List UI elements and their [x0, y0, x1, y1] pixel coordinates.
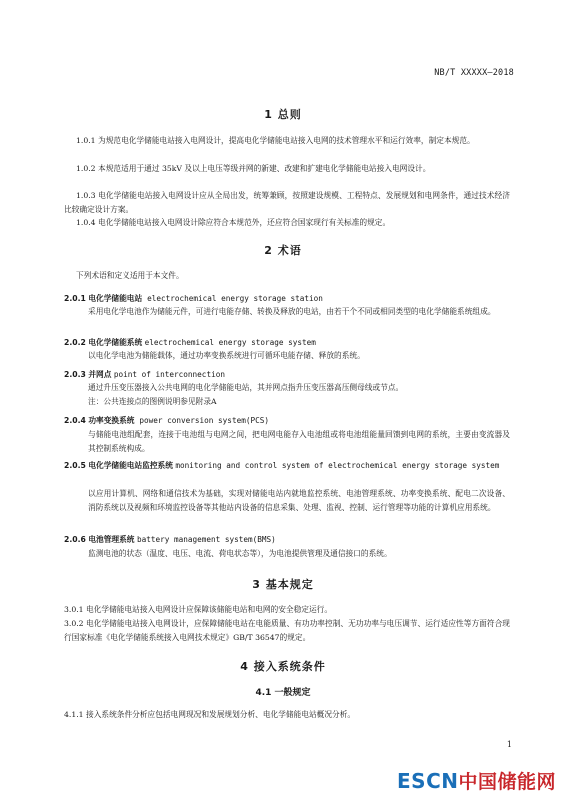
term-2-0-1-heading [64, 292, 510, 306]
term-2-0-5-definition: 以应用计算机、网络和通信技术为基础，实现对储能电站内就地监控系统、电池管理系统、功率变换系统、配电二次设备、消防系统以及视频和环境监控设备等其他站内设备的信息采集、处理、监视、控制、运行管理等功能的计算机应用系统。 [88, 489, 510, 512]
term-2-0-3-note: 注：公共连接点的图例说明参见附录A [88, 397, 217, 406]
term-2-0-4-heading [64, 414, 510, 428]
term-chinese: 电化学储能电站 [88, 294, 143, 303]
watermark-logo [397, 767, 556, 794]
term-2-0-4-definition: 与储能电池组配套，连接于电池组与电网之间，把电网电能存入电池组或将电池组能量回馈到电网的系统，主要由变流器及其控制系统构成。 [88, 430, 510, 453]
term-chinese: 电池管理系统 [88, 535, 135, 544]
term-number: 2.0.2 [64, 338, 86, 347]
term-english: electrochemical energy storage station [147, 294, 323, 303]
page-number: 1 [506, 740, 512, 749]
clause-1-0-4: 1.0.4 电化学储能电站接入电网设计除应符合本规范外，还应符合国家现行有关标准的规定。 [76, 218, 391, 227]
term-2-0-2-heading [64, 336, 510, 350]
clause-3-0-1: 3.0.1 电化学储能电站接入电网设计应保障该储能电站和电网的安全稳定运行。 [64, 605, 333, 614]
term-english: point of interconnection [113, 370, 225, 379]
term-number: 2.0.1 [64, 294, 86, 303]
section-1-title: 1 总则 [264, 108, 302, 121]
section-3-title: 3 基本规定 [252, 578, 314, 591]
watermark-chinese: 中国储能网 [458, 771, 556, 793]
term-english: power conversion system(PCS) [139, 416, 269, 425]
term-chinese: 电化学储能系统 [88, 338, 143, 347]
term-2-0-1-definition: 采用电化学电池作为储能元件，可进行电能存储、转换及释放的电站，由若干个不同或相同类型的电化学储能系统组成。 [88, 307, 496, 316]
term-english: battery management system(BMS) [136, 535, 276, 544]
term-english: electrochemical energy storage system [144, 338, 316, 347]
section-4-title: 4 接入系统条件 [240, 660, 326, 673]
term-2-0-2-definition: 以电化学电池为储能载体，通过功率变换系统进行可循环电能存储、释放的系统。 [88, 351, 365, 360]
term-number: 2.0.6 [64, 535, 86, 544]
term-2-0-6-definition: 监测电池的状态（温度、电压、电流、荷电状态等），为电池提供管理及通信接口的系统。 [88, 549, 392, 558]
clause-3-0-2: 3.0.2 电化学储能电站接入电网设计，应保障储能电站在电能质量、有功功率控制、无功功率与电压调节、运行适应性等方面符合现行国家标准《电化学储能系统接入电网技术规定》GB/T 36547的规定。 [64, 619, 510, 642]
terms-intro: 下列术语和定义适用于本文件。 [76, 271, 184, 280]
term-2-0-3-definition: 通过升压变压器接入公共电网的电化学储能电站，其并网点指升压变压器高压侧母线或节点。 [88, 383, 404, 392]
term-chinese: 功率变换系统 [88, 416, 135, 425]
term-chinese: 并网点 [88, 370, 112, 379]
term-number: 2.0.5 [64, 461, 86, 470]
clause-1-0-3: 1.0.3 电化学储能电站接入电网设计应从全局出发，统筹兼顾，按照建设规模、工程特点、发展规划和电网条件，通过技术经济比较确定设计方案。 [64, 191, 510, 214]
watermark-latin: ESCN [397, 769, 459, 793]
clause-4-1-1: 4.1.1 接入系统条件分析应包括电网现况和发展规划分析、电化学储能电站概况分析。 [64, 710, 356, 719]
term-2-0-6-heading [64, 533, 510, 547]
standard-number: NB/T XXXXX—2018 [434, 68, 514, 78]
term-chinese: 电化学储能电站监控系统 [88, 461, 173, 470]
term-number: 2.0.4 [64, 416, 86, 425]
term-2-0-5-heading [64, 459, 510, 473]
section-2-title: 2 术语 [264, 244, 302, 257]
term-number: 2.0.3 [64, 370, 86, 379]
clause-1-0-1: 1.0.1 为规范电化学储能电站接入电网设计，提高电化学储能电站接入电网的技术管理水平和运行效率，制定本规范。 [76, 136, 475, 145]
term-2-0-3-heading [64, 368, 510, 382]
term-english: monitoring and control system of electrochemical energy storage system [175, 461, 500, 470]
clause-1-0-2: 1.0.2 本规范适用于通过 35kV 及以上电压等级并网的新建、改建和扩建电化学储能电站接入电网设计。 [76, 164, 431, 173]
subsection-4-1-title: 4.1 一般规定 [255, 688, 311, 698]
